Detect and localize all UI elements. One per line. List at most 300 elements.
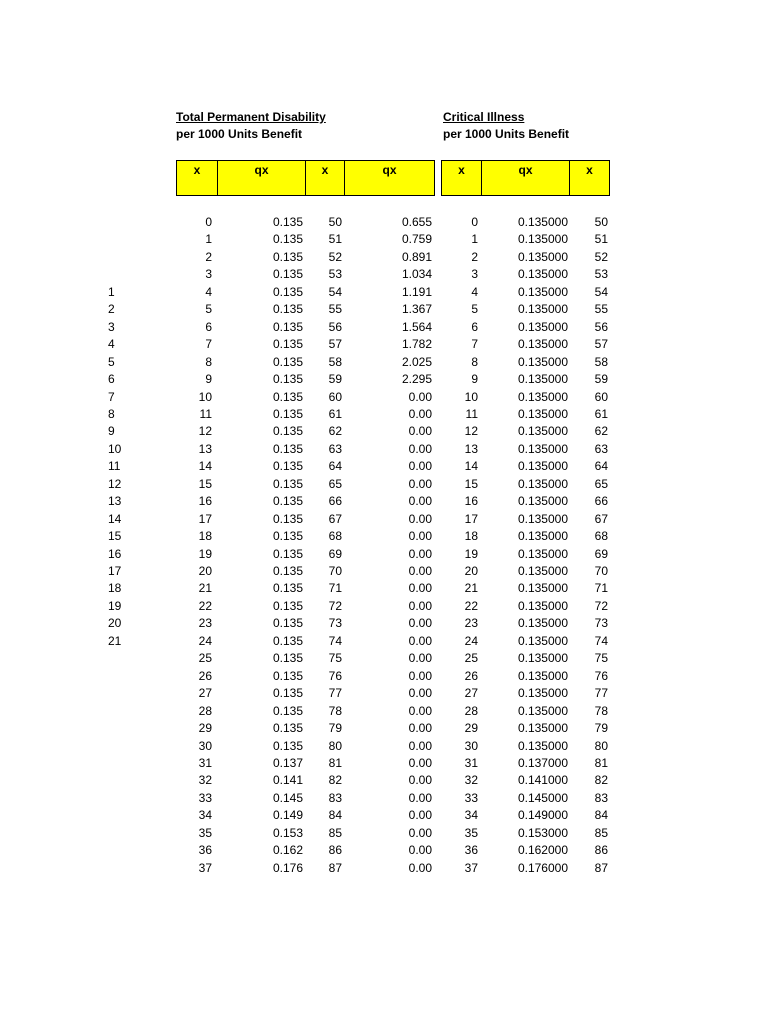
tpd-header-qx2: qx	[344, 161, 434, 195]
row-number: 7	[108, 389, 115, 404]
tpd-header-qx1: qx	[217, 161, 305, 195]
tpd-subtitle: per 1000 Units Benefit	[176, 127, 303, 141]
tpd-x-cell: 14	[198, 459, 212, 474]
tpd-x2-cell: 73	[328, 616, 342, 631]
ci-qx-cell: 0.135000	[517, 581, 568, 596]
ci-x2-cell: 83	[594, 790, 608, 805]
tpd-x2-cell: 56	[328, 319, 342, 334]
tpd-x2-cell: 60	[328, 389, 342, 404]
ci-x2-cell: 62	[594, 424, 608, 439]
ci-qx-cell: 0.135000	[517, 354, 568, 369]
tpd-qx-cell: 0.135	[272, 529, 303, 544]
tpd-header-x2: x	[305, 161, 344, 195]
tpd-title: Total Permanent Disability	[176, 110, 326, 124]
ci-qx-cell: 0.135000	[517, 738, 568, 753]
row-number: 3	[108, 319, 115, 334]
ci-x-cell: 36	[464, 843, 478, 858]
ci-qx-cell: 0.135000	[517, 564, 568, 578]
tpd-qx-cell: 0.135	[272, 215, 303, 229]
ci-x2-cell: 50	[594, 215, 608, 229]
ci-x2-cell: 51	[594, 232, 608, 247]
ci-qx-cell: 0.135000	[517, 406, 568, 421]
ci-x-cell: 30	[464, 738, 478, 753]
tpd-qx2-cell: 1.367	[401, 302, 432, 317]
tpd-x2-cell: 63	[328, 441, 342, 456]
tpd-qx2-cell: 0.00	[408, 686, 432, 701]
tpd-x2-cell: 55	[328, 302, 342, 317]
row-number: 18	[108, 581, 122, 596]
tpd-x2-cell: 72	[328, 598, 342, 613]
tpd-qx2-cell: 2.025	[401, 354, 432, 369]
tpd-x2-cell: 87	[328, 860, 342, 875]
tpd-x2-cell: 74	[328, 633, 342, 648]
ci-x-cell: 15	[464, 476, 478, 491]
row-number: 9	[108, 424, 115, 439]
ci-x-cell: 0	[471, 215, 478, 229]
tpd-qx-cell: 0.135	[272, 284, 303, 299]
tpd-x-cell: 22	[198, 598, 212, 613]
tpd-x-cell: 6	[205, 319, 212, 334]
tpd-x-cell: 29	[198, 721, 212, 736]
tpd-x-cell: 3	[205, 267, 212, 282]
tpd-x2-cell: 61	[328, 406, 342, 421]
ci-x2-cell: 66	[594, 494, 608, 509]
tpd-x2-cell: 82	[328, 773, 342, 788]
tpd-qx2-cell: 0.00	[408, 651, 432, 666]
ci-x-cell: 1	[471, 232, 478, 247]
tpd-x2-cell: 65	[328, 476, 342, 491]
tpd-qx2-cell: 0.00	[408, 703, 432, 718]
tpd-qx-cell: 0.135	[272, 319, 303, 334]
tpd-qx2-cell: 0.00	[408, 721, 432, 736]
ci-qx-cell: 0.135000	[517, 511, 568, 526]
tpd-qx-cell: 0.135	[272, 389, 303, 404]
tpd-qx-cell: 0.135	[272, 267, 303, 282]
ci-x-cell: 18	[464, 529, 478, 544]
tpd-qx-cell: 0.135	[272, 581, 303, 596]
ci-x-cell: 9	[471, 372, 478, 387]
row-number: 2	[108, 302, 115, 317]
tpd-qx-cell: 0.135	[272, 564, 303, 578]
tpd-x-cell: 24	[198, 633, 212, 648]
row-number: 4	[108, 337, 115, 352]
ci-x-cell: 24	[464, 633, 478, 648]
row-number: 19	[108, 598, 122, 613]
ci-x-cell: 27	[464, 686, 478, 701]
tpd-qx2-cell: 0.00	[408, 843, 432, 858]
tpd-qx-cell: 0.135	[272, 354, 303, 369]
ci-title: Critical Illness	[443, 110, 525, 124]
tpd-x2-cell: 76	[328, 668, 342, 683]
tpd-x-cell: 19	[198, 546, 212, 561]
ci-x-cell: 37	[464, 860, 478, 875]
tpd-qx-cell: 0.145	[272, 790, 303, 805]
ci-qx-cell: 0.135000	[517, 267, 568, 282]
tpd-qx2-cell: 0.00	[408, 406, 432, 421]
tpd-qx2-cell: 0.00	[408, 581, 432, 596]
tpd-x2-cell: 79	[328, 721, 342, 736]
tpd-x-cell: 30	[198, 738, 212, 753]
ci-x2-cell: 70	[594, 564, 608, 578]
tpd-qx2-cell: 0.00	[408, 598, 432, 613]
row-number: 14	[108, 511, 122, 526]
tpd-x2-cell: 66	[328, 494, 342, 509]
ci-x-cell: 8	[471, 354, 478, 369]
tpd-qx-cell: 0.153	[272, 825, 303, 840]
ci-qx-cell: 0.135000	[517, 302, 568, 317]
ci-x2-cell: 67	[594, 511, 608, 526]
tpd-qx2-cell: 0.00	[408, 459, 432, 474]
ci-qx-cell: 0.135000	[517, 441, 568, 456]
ci-x-cell: 35	[464, 825, 478, 840]
tpd-x-cell: 23	[198, 616, 212, 631]
tpd-qx2-cell: 0.00	[408, 808, 432, 823]
ci-qx-cell: 0.135000	[517, 529, 568, 544]
tpd-qx-cell: 0.135	[272, 721, 303, 736]
tpd-x-cell: 15	[198, 476, 212, 491]
tpd-x-cell: 12	[198, 424, 212, 439]
tpd-x-cell: 9	[205, 372, 212, 387]
ci-x2-cell: 82	[594, 773, 608, 788]
tpd-x2-cell: 59	[328, 372, 342, 387]
ci-qx-cell: 0.135000	[517, 424, 568, 439]
ci-x2-cell: 59	[594, 372, 608, 387]
tpd-x-cell: 7	[205, 337, 212, 352]
tpd-x2-cell: 80	[328, 738, 342, 753]
ci-x2-cell: 61	[594, 406, 608, 421]
tpd-x-cell: 36	[198, 843, 212, 858]
ci-qx-cell: 0.135000	[517, 651, 568, 666]
tpd-qx-cell: 0.135	[272, 686, 303, 701]
ci-x-cell: 5	[471, 302, 478, 317]
ci-qx-cell: 0.135000	[517, 284, 568, 299]
row-number: 16	[108, 546, 122, 561]
ci-qx-cell: 0.135000	[517, 686, 568, 701]
ci-x-cell: 32	[464, 773, 478, 788]
tpd-qx-cell: 0.135	[272, 337, 303, 352]
tpd-x2-cell: 67	[328, 511, 342, 526]
ci-qx-cell: 0.135000	[517, 319, 568, 334]
tpd-qx-cell: 0.135	[272, 598, 303, 613]
tpd-qx2-cell: 1.191	[401, 284, 432, 299]
tpd-x2-cell: 78	[328, 703, 342, 718]
ci-x2-cell: 77	[594, 686, 608, 701]
tpd-x-cell: 21	[198, 581, 212, 596]
tpd-x-cell: 5	[205, 302, 212, 317]
ci-x2-cell: 54	[594, 284, 608, 299]
tpd-x-cell: 11	[199, 406, 212, 421]
tpd-x2-cell: 52	[328, 249, 342, 264]
tpd-x-cell: 10	[198, 389, 212, 404]
ci-x-cell: 10	[464, 389, 478, 404]
ci-header-row	[441, 160, 610, 196]
tpd-qx2-cell: 0.00	[408, 825, 432, 840]
ci-x-cell: 21	[464, 581, 478, 596]
tpd-qx2-cell: 0.00	[408, 476, 432, 491]
ci-x-cell: 31	[464, 755, 478, 770]
tpd-qx2-cell: 0.00	[408, 389, 432, 404]
tpd-x-cell: 34	[198, 808, 212, 823]
ci-qx-cell: 0.141000	[517, 773, 568, 788]
ci-x-cell: 11	[465, 406, 478, 421]
tpd-qx2-cell: 1.034	[401, 267, 432, 282]
ci-x-cell: 23	[464, 616, 478, 631]
ci-x-cell: 13	[464, 441, 478, 456]
tpd-qx-cell: 0.135	[272, 546, 303, 561]
tpd-x2-cell: 58	[328, 354, 342, 369]
ci-qx-cell: 0.149000	[517, 808, 568, 823]
tpd-qx2-cell: 0.00	[408, 564, 432, 578]
ci-x2-cell: 64	[594, 459, 608, 474]
ci-x2-cell: 58	[594, 354, 608, 369]
ci-x2-cell: 69	[594, 546, 608, 561]
tpd-x-cell: 31	[198, 755, 212, 770]
tpd-header-row	[176, 160, 435, 196]
tpd-qx-cell: 0.135	[272, 616, 303, 631]
tpd-qx-cell: 0.135	[272, 372, 303, 387]
ci-qx-cell: 0.137000	[517, 755, 568, 770]
ci-x2-cell: 57	[594, 337, 608, 352]
tpd-qx-cell: 0.176	[272, 860, 303, 875]
ci-header-qx: qx	[481, 161, 569, 195]
ci-x2-cell: 79	[594, 721, 608, 736]
tpd-qx-cell: 0.135	[272, 441, 303, 456]
tpd-qx-cell: 0.135	[272, 302, 303, 317]
tpd-qx-cell: 0.135	[272, 651, 303, 666]
ci-x-cell: 7	[471, 337, 478, 352]
tpd-x-cell: 32	[198, 773, 212, 788]
ci-qx-cell: 0.135000	[517, 249, 568, 264]
ci-x2-cell: 87	[594, 860, 608, 875]
ci-x-cell: 16	[464, 494, 478, 509]
tpd-x2-cell: 57	[328, 337, 342, 352]
tpd-qx2-cell: 0.00	[408, 790, 432, 805]
tpd-x-cell: 18	[198, 529, 212, 544]
tpd-qx2-cell: 0.655	[401, 215, 432, 229]
tpd-x2-cell: 77	[328, 686, 342, 701]
tpd-qx2-cell: 1.564	[401, 319, 432, 334]
ci-x2-cell: 71	[594, 581, 608, 596]
tpd-qx2-cell: 0.00	[408, 773, 432, 788]
ci-x2-cell: 80	[594, 738, 608, 753]
ci-qx-cell: 0.135000	[517, 616, 568, 631]
tpd-qx-cell: 0.135	[272, 476, 303, 491]
tpd-x2-cell: 70	[328, 564, 342, 578]
tpd-x-cell: 27	[198, 686, 212, 701]
ci-qx-cell: 0.135000	[517, 703, 568, 718]
ci-x-cell: 17	[464, 511, 478, 526]
tpd-qx2-cell: 0.00	[408, 738, 432, 753]
ci-x-cell: 12	[464, 424, 478, 439]
tpd-x-cell: 37	[198, 860, 212, 875]
tpd-header-x1: x	[193, 163, 201, 177]
ci-x2-cell: 60	[594, 389, 608, 404]
ci-qx-cell: 0.135000	[517, 476, 568, 491]
row-number: 12	[108, 476, 122, 491]
ci-qx-cell: 0.162000	[517, 843, 568, 858]
tpd-qx-cell: 0.135	[272, 738, 303, 753]
tpd-x2-cell: 85	[328, 825, 342, 840]
tpd-qx2-cell: 0.759	[401, 232, 432, 247]
tpd-qx2-cell: 0.00	[408, 668, 432, 683]
tpd-x2-cell: 75	[328, 651, 342, 666]
ci-qx-cell: 0.153000	[517, 825, 568, 840]
ci-x-cell: 20	[464, 564, 478, 578]
tpd-x2-cell: 53	[328, 267, 342, 282]
ci-qx-cell: 0.135000	[517, 389, 568, 404]
tpd-x2-cell: 86	[328, 843, 342, 858]
tpd-qx-cell: 0.141	[272, 773, 303, 788]
tpd-x-cell: 33	[198, 790, 212, 805]
ci-x2-cell: 68	[594, 529, 608, 544]
ci-header-x1: x	[458, 163, 465, 177]
ci-x-cell: 6	[471, 319, 478, 334]
row-number: 11	[108, 459, 121, 474]
tpd-x2-cell: 51	[328, 232, 342, 247]
ci-x-cell: 19	[464, 546, 478, 561]
tpd-qx2-cell: 2.295	[401, 372, 432, 387]
row-number: 5	[108, 354, 115, 369]
ci-qx-cell: 0.145000	[517, 790, 568, 805]
tpd-x-cell: 28	[198, 703, 212, 718]
ci-qx-cell: 0.135000	[517, 459, 568, 474]
tpd-qx2-cell: 0.00	[408, 441, 432, 456]
ci-x2-cell: 76	[594, 668, 608, 683]
ci-x2-cell: 73	[594, 616, 608, 631]
row-number: 1	[108, 284, 115, 299]
tpd-x-cell: 20	[198, 564, 212, 578]
tpd-x2-cell: 81	[328, 755, 342, 770]
tpd-qx-cell: 0.149	[272, 808, 303, 823]
ci-x-cell: 4	[471, 284, 478, 299]
tpd-x2-cell: 69	[328, 546, 342, 561]
ci-qx-cell: 0.135000	[517, 372, 568, 387]
tpd-qx2-cell: 0.00	[408, 546, 432, 561]
ci-x2-cell: 81	[594, 755, 608, 770]
ci-x2-cell: 65	[594, 476, 608, 491]
ci-x2-cell: 85	[594, 825, 608, 840]
tpd-qx2-cell: 0.891	[401, 249, 432, 264]
tpd-x2-cell: 64	[328, 459, 342, 474]
ci-x2-cell: 74	[594, 633, 608, 648]
row-number: 10	[108, 441, 122, 456]
tpd-qx-cell: 0.162	[272, 843, 303, 858]
tpd-x2-cell: 54	[328, 284, 342, 299]
tpd-x-cell: 17	[198, 511, 212, 526]
row-number: 20	[108, 616, 122, 631]
tpd-x2-cell: 71	[328, 581, 342, 596]
ci-qx-cell: 0.135000	[517, 598, 568, 613]
ci-qx-cell: 0.135000	[517, 633, 568, 648]
ci-x2-cell: 72	[594, 598, 608, 613]
row-number: 17	[108, 564, 122, 578]
tpd-qx-cell: 0.135	[272, 249, 303, 264]
ci-x-cell: 34	[464, 808, 478, 823]
tpd-qx2-cell: 0.00	[408, 494, 432, 509]
tpd-x-cell: 25	[198, 651, 212, 666]
tpd-x-cell: 35	[198, 825, 212, 840]
ci-x-cell: 25	[464, 651, 478, 666]
tpd-qx-cell: 0.135	[272, 424, 303, 439]
ci-qx-cell: 0.135000	[517, 668, 568, 683]
ci-x2-cell: 52	[594, 249, 608, 264]
ci-qx-cell: 0.135000	[517, 494, 568, 509]
tpd-qx2-cell: 0.00	[408, 633, 432, 648]
tpd-qx2-cell: 0.00	[408, 860, 432, 875]
tpd-x-cell: 1	[205, 232, 212, 247]
ci-x-cell: 2	[471, 249, 478, 264]
tpd-x2-cell: 84	[328, 808, 342, 823]
tpd-qx2-cell: 0.00	[408, 424, 432, 439]
ci-qx-cell: 0.135000	[517, 546, 568, 561]
tpd-qx-cell: 0.135	[272, 494, 303, 509]
tpd-qx2-cell: 0.00	[408, 511, 432, 526]
tpd-qx-cell: 0.135	[272, 459, 303, 474]
row-number: 15	[108, 529, 122, 544]
ci-qx-cell: 0.135000	[517, 337, 568, 352]
tpd-x2-cell: 83	[328, 790, 342, 805]
tpd-x2-cell: 50	[328, 215, 342, 229]
ci-x-cell: 33	[464, 790, 478, 805]
tpd-x-cell: 13	[198, 441, 212, 456]
tpd-qx2-cell: 0.00	[408, 616, 432, 631]
ci-x2-cell: 86	[594, 843, 608, 858]
ci-x-cell: 26	[464, 668, 478, 683]
row-number: 8	[108, 406, 115, 421]
ci-x2-cell: 78	[594, 703, 608, 718]
tpd-qx-cell: 0.135	[272, 511, 303, 526]
ci-x-cell: 29	[464, 721, 478, 736]
tpd-qx-cell: 0.135	[272, 406, 303, 421]
tpd-x-cell: 26	[198, 668, 212, 683]
ci-x-cell: 3	[471, 267, 478, 282]
row-number: 21	[108, 633, 122, 648]
ci-subtitle: per 1000 Units Benefit	[443, 127, 570, 141]
ci-x2-cell: 53	[594, 267, 608, 282]
ci-qx-cell: 0.135000	[517, 232, 568, 247]
tpd-x-cell: 2	[205, 249, 212, 264]
tpd-x2-cell: 68	[328, 529, 342, 544]
ci-qx-cell: 0.135000	[517, 215, 568, 229]
tpd-x-cell: 8	[205, 354, 212, 369]
ci-x-cell: 22	[464, 598, 478, 613]
tpd-qx-cell: 0.135	[272, 633, 303, 648]
tpd-qx-cell: 0.135	[272, 703, 303, 718]
tpd-x-cell: 4	[205, 284, 212, 299]
tpd-x-cell: 16	[198, 494, 212, 509]
ci-x2-cell: 75	[594, 651, 608, 666]
tpd-qx-cell: 0.135	[272, 668, 303, 683]
tpd-qx-cell: 0.137	[272, 755, 303, 770]
ci-x2-cell: 56	[594, 319, 608, 334]
tpd-qx-cell: 0.135	[272, 232, 303, 247]
ci-x2-cell: 84	[594, 808, 608, 823]
tpd-x-cell: 0	[205, 215, 212, 229]
ci-qx-cell: 0.176000	[517, 860, 568, 875]
ci-x2-cell: 63	[594, 441, 608, 456]
ci-x-cell: 14	[464, 459, 478, 474]
ci-header-x2: x	[569, 161, 609, 195]
ci-x-cell: 28	[464, 703, 478, 718]
tpd-x2-cell: 62	[328, 424, 342, 439]
tpd-qx2-cell: 0.00	[408, 755, 432, 770]
tpd-qx2-cell: 0.00	[408, 529, 432, 544]
row-number: 6	[108, 372, 115, 387]
ci-qx-cell: 0.135000	[517, 721, 568, 736]
tpd-qx2-cell: 1.782	[401, 337, 432, 352]
ci-x2-cell: 55	[594, 302, 608, 317]
row-number: 13	[108, 494, 122, 509]
